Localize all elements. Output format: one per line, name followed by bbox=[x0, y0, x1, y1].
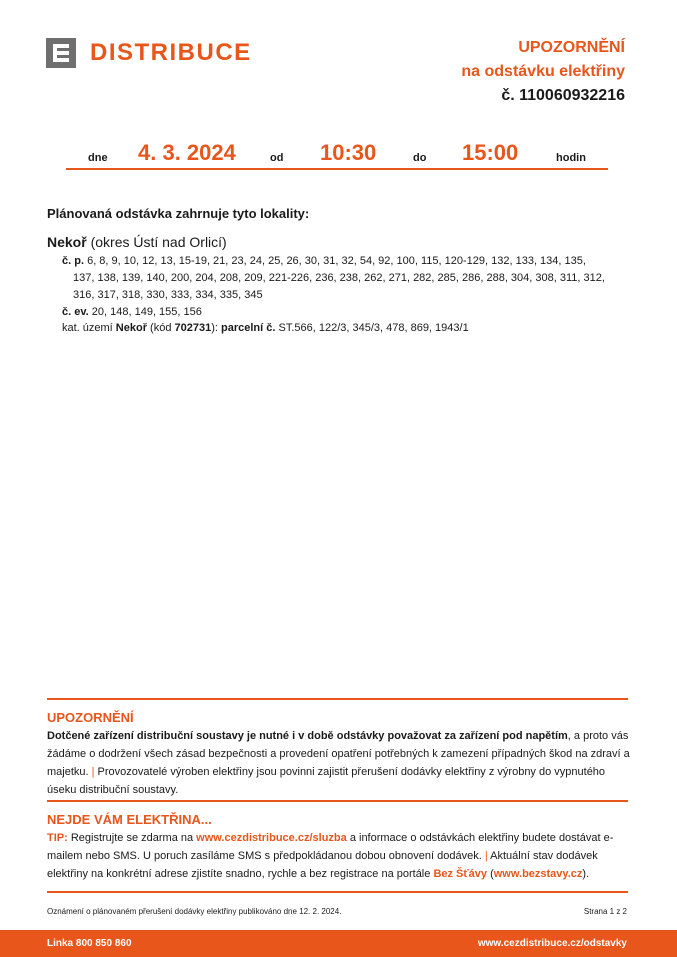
kat-code-end: ): bbox=[211, 322, 221, 334]
footer-website-link[interactable]: www.cezdistribuce.cz/odstavky bbox=[477, 938, 627, 949]
day-label: dne bbox=[88, 152, 108, 164]
cez-logo-icon bbox=[46, 38, 76, 68]
published-note: Oznámení o plánovaném přerušení dodávky elektřiny publikováno dne 12. 2. 2024. bbox=[47, 907, 342, 916]
tip-label: TIP: bbox=[47, 832, 68, 844]
page-number: Strana 1 z 2 bbox=[583, 907, 627, 916]
outage-text bbox=[47, 829, 632, 883]
notice-heading bbox=[461, 36, 625, 108]
footer-bar bbox=[0, 930, 677, 957]
location-heading bbox=[47, 234, 227, 250]
hotline: Linka 800 850 860 bbox=[47, 938, 132, 949]
portal-name: Bez Šťávy bbox=[433, 868, 488, 880]
divider bbox=[47, 800, 628, 802]
paren-close: ). bbox=[582, 868, 590, 880]
locations-intro: Plánovaná odstávka zahrnuje tyto lokality: bbox=[47, 206, 310, 221]
ce-label: č. ev. bbox=[62, 306, 89, 318]
from-time: 10:30 bbox=[320, 140, 377, 165]
hours-label: hodin bbox=[556, 152, 586, 164]
warning-text-part1: , a proto vás žádáme o dodržení všech zásad bezpečnosti a provedení opatření potřebných k zamezení případných škod na zdraví a majetku. bbox=[47, 730, 630, 778]
cp-line1: 6, 8, 9, 10, 12, 13, 15-19, 21, 23, 24, 25, 26, 30, 31, 32, 54, 92, 100, 115, 120-129, 132, 133, 134, 135, bbox=[84, 255, 586, 267]
divider bbox=[47, 891, 628, 893]
cadastral-parcels bbox=[62, 322, 469, 334]
outage-text-part2: a informace o odstávkách elektřiny budete dostávat e-mailem nebo SMS. U poruch zasíláme SMS s předpokládanou dobou obnovení dodávek. bbox=[47, 832, 614, 862]
kat-code: (kód bbox=[146, 322, 175, 334]
kat-parcels: ST.566, 122/3, 345/3, 478, 869, 1943/1 bbox=[275, 322, 469, 334]
ce-values: 20, 148, 149, 155, 156 bbox=[88, 306, 202, 318]
cp-line2: 137, 138, 139, 140, 200, 204, 208, 209, 221-226, 236, 238, 262, 271, 282, 285, 286, 288, 304, 308, 311, 312, bbox=[73, 272, 605, 284]
notice-number: č. 110060932216 bbox=[501, 87, 625, 104]
warning-text-part2: Provozovatelé výroben elektřiny jsou povinni zajistit přerušení dodávky elektřiny z výrobny do vypnutého úseku distribuční soustavy. bbox=[47, 766, 606, 796]
brand-logo bbox=[46, 38, 252, 68]
warning-separator: | bbox=[91, 766, 95, 778]
outage-text-part1: Registrujte se zdarma na bbox=[67, 832, 197, 844]
kat-name: Nekoř bbox=[115, 322, 147, 334]
kat-prefix: kat. území bbox=[62, 322, 116, 334]
kat-code-value: 702731 bbox=[174, 322, 212, 334]
notice-title-line1: UPOZORNĚNÍ bbox=[518, 39, 625, 56]
location-district: (okres Ústí nad Orlicí) bbox=[86, 234, 227, 250]
schedule-row bbox=[66, 138, 608, 170]
outage-title: NEJDE VÁM ELEKTŘINA... bbox=[47, 812, 212, 827]
warning-bold-text: Dotčené zařízení distribuční soustavy je nutné i v době odstávky považovat za zařízení pod napětím bbox=[47, 730, 568, 742]
brand-name: DISTRIBUCE bbox=[90, 39, 252, 66]
kat-parcel-label: parcelní č. bbox=[221, 322, 276, 334]
to-time: 15:00 bbox=[462, 140, 519, 165]
outage-separator: | bbox=[484, 850, 488, 862]
warning-text bbox=[47, 727, 632, 799]
house-numbers bbox=[62, 253, 632, 321]
registration-link[interactable]: www.cezdistribuce.cz/sluzba bbox=[196, 832, 347, 844]
cp-line3: 316, 317, 318, 330, 333, 334, 335, 345 bbox=[73, 289, 263, 301]
warning-title: UPOZORNĚNÍ bbox=[47, 710, 134, 725]
paren-open: ( bbox=[487, 868, 494, 880]
outage-text-part3: Aktuální stav dodávek elektřiny na konkrétní adrese zjistíte snadno, rychle a bez registrace na portále bbox=[47, 850, 598, 880]
to-label: do bbox=[413, 152, 427, 164]
outage-date: 4. 3. 2024 bbox=[138, 140, 236, 165]
bezstavy-link[interactable]: www.bezstavy.cz bbox=[493, 868, 583, 880]
cp-label: č. p. bbox=[62, 255, 85, 267]
from-label: od bbox=[270, 152, 284, 164]
divider bbox=[47, 698, 628, 700]
notice-title-line2: na odstávku elektřiny bbox=[461, 63, 625, 80]
location-name: Nekoř bbox=[47, 234, 87, 250]
